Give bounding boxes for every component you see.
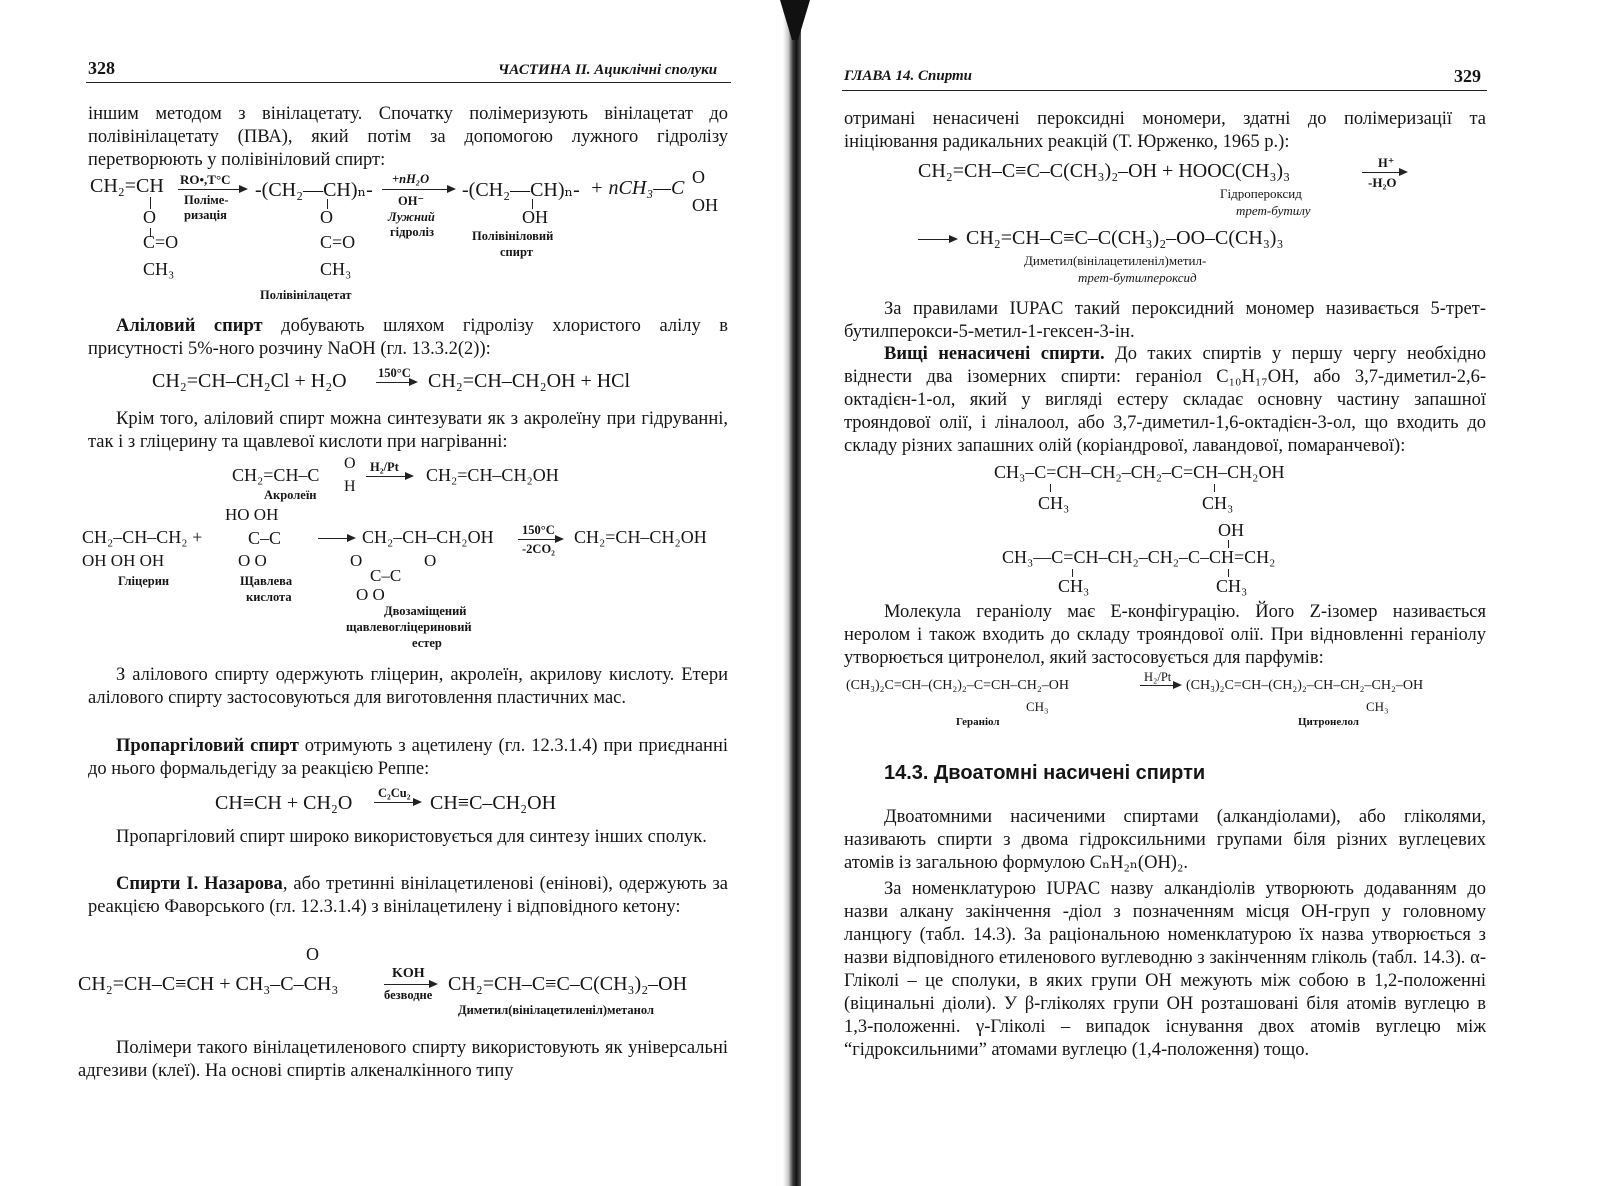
formula-linalool: CH₃—C=CH–CH₂–CH₂–C–CH=CH₂ — [1002, 547, 1276, 567]
atom-label: CH₃ — [1216, 576, 1248, 596]
reaction-condition: KOH — [392, 966, 425, 981]
reaction-arrow — [384, 984, 436, 985]
atom-label: O O — [238, 551, 267, 570]
compound-name: трет-бутилпероксид — [1078, 270, 1197, 285]
header-rule-right — [842, 90, 1487, 91]
term-bold: Спирти І. Назарова — [116, 874, 283, 894]
reaction-arrow — [518, 539, 562, 540]
term-bold: Вищі ненасичені спирти. — [884, 344, 1105, 364]
compound-name: естер — [412, 636, 442, 650]
page-number-left: 328 — [88, 58, 115, 78]
formula: (CH₃)₂C=CH–(CH₂)₂–CH–CH₂–CH₂–OH — [1186, 678, 1424, 693]
bond-line — [1050, 484, 1051, 492]
formula-glycerin: CH₂–CH–CH₂ + — [82, 527, 203, 547]
formula: CH₂=CH–CH₂Cl + H₂O — [152, 370, 347, 392]
atom-label: H — [344, 478, 356, 495]
reaction-condition: OH⁻ — [398, 194, 425, 208]
reaction-condition: H₂/Pt — [1144, 670, 1172, 684]
page-number-right: 329 — [1454, 66, 1481, 86]
reaction-condition: +nH₂O — [392, 172, 430, 186]
paragraph-text: До таких спиртів у першу чергу необхідно віднести два ізомерних спирти: гераніол C₁₀H₁₇OH, або 3,7-диметил-2,6-октадієн-1-ол, який у вигляді естеру складає основну частину запашної трояндової олії, і ліналоол, або 3,7-диметил-1,6-октадієн-3-ол, що входить до складу різних запашних олій (коріандрової, лавандової, помаранчевої): — [844, 344, 1487, 456]
atom-label: OH — [522, 207, 548, 227]
atom-label: OH — [1218, 520, 1244, 540]
formula: CH₂=CH–C≡C–C(CH₃)₂–OH — [448, 973, 688, 995]
paragraph — [844, 343, 1486, 458]
formula: CH₂=CH–CH₂OH — [574, 527, 707, 547]
paragraph: З алілового спирту одержують гліцерин, акролеїн, акрилову кислоту. Етери алілового спирту застосовуються для виготовлення пластичних мас. — [88, 665, 728, 708]
paragraph: Полімери такого вінілацетиленового спирту використовують як універсальні адгезиви (клеї). На основі спиртів алкеналкінного типу — [78, 1038, 728, 1081]
compound-name: трет-бутилу — [1236, 203, 1311, 218]
reaction-arrow — [1362, 172, 1406, 173]
reaction-arrow — [318, 538, 354, 539]
reaction-condition: гідроліз — [390, 225, 435, 239]
compound-name: щавлевогліцериновий — [346, 620, 472, 634]
reaction-arrow — [366, 476, 412, 477]
formula-ester: CH₂–CH–CH₂OH — [362, 527, 494, 547]
reaction-arrow — [918, 239, 956, 240]
reaction-condition: ризація — [184, 208, 227, 222]
formula-oxalic-acid: C–C — [248, 528, 282, 548]
right-page — [800, 0, 1610, 1186]
header-rule-left — [86, 82, 731, 83]
reaction-arrow — [374, 802, 420, 803]
reaction-condition: -2CO₂ — [522, 542, 555, 556]
compound-name: Двозаміщений — [384, 604, 467, 618]
reaction-arrow — [382, 189, 454, 190]
atom-label: OH — [692, 195, 718, 215]
formula-acrolein: CH₂=CH–C — [232, 465, 320, 485]
atom-label: CH₃ — [143, 259, 175, 279]
atom-label: CH₃ — [1202, 493, 1234, 513]
atom-label: O — [424, 551, 437, 570]
reaction-condition: H⁺ — [1378, 156, 1395, 170]
running-head-right: ГЛАВА 14. Спирти — [844, 68, 973, 84]
atom-label: O O — [356, 585, 385, 604]
atom-label: O — [306, 944, 319, 964]
atom-label: C–C — [370, 566, 402, 585]
reaction-arrow — [178, 189, 246, 190]
formula: CH≡CH + CH₂O — [215, 792, 353, 814]
reaction-condition: 150°C — [378, 366, 411, 380]
reaction-condition: H₂/Pt — [370, 460, 399, 474]
paragraph: Крім того, аліловий спирт можна синтезувати як з акролеїну при гідруванні, так і з гліцерину та щавлевої кислоти при нагріванні: — [88, 409, 728, 452]
paragraph-text: добувають шляхом гідролізу хлористого алілу в присутності 5%-ного розчину NaOH (гл. 13.3.2(2)): — [88, 316, 728, 359]
atom-label: C=O — [143, 232, 179, 252]
running-head-left: ЧАСТИНА II. Ациклічні сполуки — [498, 62, 718, 78]
atom-label: O — [143, 207, 156, 227]
term-bold: Аліловий спирт — [116, 316, 263, 336]
compound-name: Диметил(вінілацетиленіл)метанол — [458, 1003, 654, 1017]
atom-label: CH₃ — [1026, 699, 1049, 714]
paragraph: Молекула гераніолу має E-конфігурацію. Його Z-ізомер називається неролом і також входить до складу трояндової олії. При відновленні гераніолу утворюється цитронелол, який застосовується для парфумів: — [844, 602, 1486, 668]
compound-name: Гідропероксид — [1220, 186, 1302, 201]
formula: CH₂=CH–CH₂OH — [426, 465, 559, 485]
atom-label: OH OH OH — [82, 551, 165, 570]
atom-label: CH₃ — [1058, 576, 1090, 596]
compound-name: Полівініловий — [472, 229, 554, 243]
term-bold: Пропаргіловий спирт — [116, 736, 299, 756]
atom-label: HO OH — [225, 505, 279, 524]
paragraph — [88, 315, 728, 361]
atom-label: CH₃ — [1038, 493, 1070, 513]
paragraph — [88, 873, 728, 919]
paragraph: отримані ненасичені пероксидні мономери, здатні до полімеризації та ініціювання радикальних реакцій (Т. Юрженко, 1965 р.): — [844, 109, 1486, 152]
formula: CH₂=CH–CH₂OH + HCl — [428, 370, 631, 392]
bond-line — [1214, 484, 1215, 492]
formula-geraniol: CH₃–C=CH–CH₂–CH₂–C=CH–CH₂OH — [994, 462, 1285, 482]
paragraph: іншим методом з вінілацетату. Спочатку полімеризують вінілацетат до полівінілацетату (ПВА), який потім за допомогою лужного гідролізу перетворюють у полівініловий спирт: — [88, 104, 728, 170]
paragraph-text: отримують з ацетилену (гл. 12.3.1.4) при приєднанні до нього формальдегіду за реакцією Реппе: — [88, 736, 728, 779]
compound-name: Полівінілацетат — [260, 288, 352, 302]
formula-polyvinyl-alcohol: -(CH₂—CH)ₙ- — [462, 179, 580, 201]
paragraph: За правилами IUPAC такий пероксидний мономер називається 5-трет-бутилперокси-5-метил-1-гексен-3-ін. — [844, 299, 1486, 342]
left-page — [0, 0, 790, 1186]
formula: CH≡C–CH₂OH — [430, 792, 557, 814]
reaction-condition: C₂Cu₂ — [378, 786, 411, 800]
compound-name: Акролеїн — [264, 488, 317, 502]
formula-polyvinyl-acetate: -(CH₂—CH)ₙ- — [255, 179, 373, 201]
compound-name: Гліцерин — [118, 574, 170, 588]
formula: CH₂=CH–C≡CH + CH₃–C–CH₃ — [78, 973, 339, 995]
reaction-condition: 150°C — [522, 523, 555, 537]
formula-vinyl-acetate: CH₂=CH — [90, 175, 164, 197]
reaction-arrow — [1140, 685, 1180, 686]
compound-name: Диметил(вінілацетиленіл)метил- — [1024, 253, 1207, 268]
reaction-condition: -H₂O — [1368, 175, 1397, 190]
reaction-condition: RO•,T°C — [180, 172, 231, 187]
section-heading: 14.3. Двоатомні насичені спирти — [884, 762, 1206, 784]
reaction-arrow — [376, 382, 416, 383]
compound-name: кислота — [246, 590, 292, 604]
compound-name: Цитронелол — [1298, 716, 1359, 728]
compound-name: Щавлева — [240, 574, 293, 588]
compound-name: Гераніол — [956, 716, 1000, 728]
reaction-condition: безводне — [384, 988, 433, 1002]
compound-name: спирт — [500, 245, 533, 259]
formula: (CH₃)₂C=CH–(CH₂)₂–C=CH–CH₂–OH — [846, 678, 1069, 693]
reaction-condition: Полімe- — [184, 193, 229, 207]
atom-label: O — [692, 167, 705, 187]
atom-label: CH₃ — [320, 259, 352, 279]
formula-acetic-acid: + nCH₃—C — [590, 177, 685, 199]
paragraph-text: , або третинні вінілацетиленові (енінові), одержують за реакцією Фаворського (гл. 12.3.1.4) з вінілацетилену і відповідного кетону: — [88, 874, 728, 917]
paragraph: За номенклатурою IUPAC назву алкандіолів утворюють додаванням до назви алкану закінчення -діол з позначенням місця OH-груп у головному ланцюгу (табл. 14.3). За раціональною номенклатурою їх назва утворюється з назви відповідного етиленового вуглеводню з закінченням гліколь (табл. 14.3). α-Гліколі – це сполуки, в яких групи OH межують між собою в 1,2-положенні (віцинальні діоли). У β-гліколях групи OH розташовані біля атомів вуглецю в 1,3-положенні. γ-Гліколі – випадок існування двох атомів вуглецю між “гідроксильними” атомами вуглецю (1,4-положення) тощо. — [844, 879, 1486, 1060]
reaction-condition: Лужний — [388, 210, 435, 224]
paragraph — [88, 735, 728, 781]
atom-label: O — [320, 207, 333, 227]
paragraph: Пропаргіловий спирт широко використовується для синтезу інших сполук. — [116, 827, 707, 847]
atom-label: CH₃ — [1366, 699, 1389, 714]
paragraph: Двоатомними насиченими спиртами (алкандіолами), або гліколями, називають спирти з двома гідроксильними групами біля різних вуглецевих атомів із загальною формулою CₙH₂ₙ(OH)₂. — [844, 807, 1486, 873]
atom-label: O — [344, 455, 356, 472]
formula: CH₂=CH–C≡C–C(CH₃)₂–OO–C(CH₃)₃ — [966, 227, 1284, 249]
atom-label: O — [350, 551, 363, 570]
atom-label: C=O — [320, 232, 356, 252]
formula: CH₂=CH–C≡C–C(CH₃)₂–OH + HOOC(CH₃)₃ — [918, 160, 1291, 182]
